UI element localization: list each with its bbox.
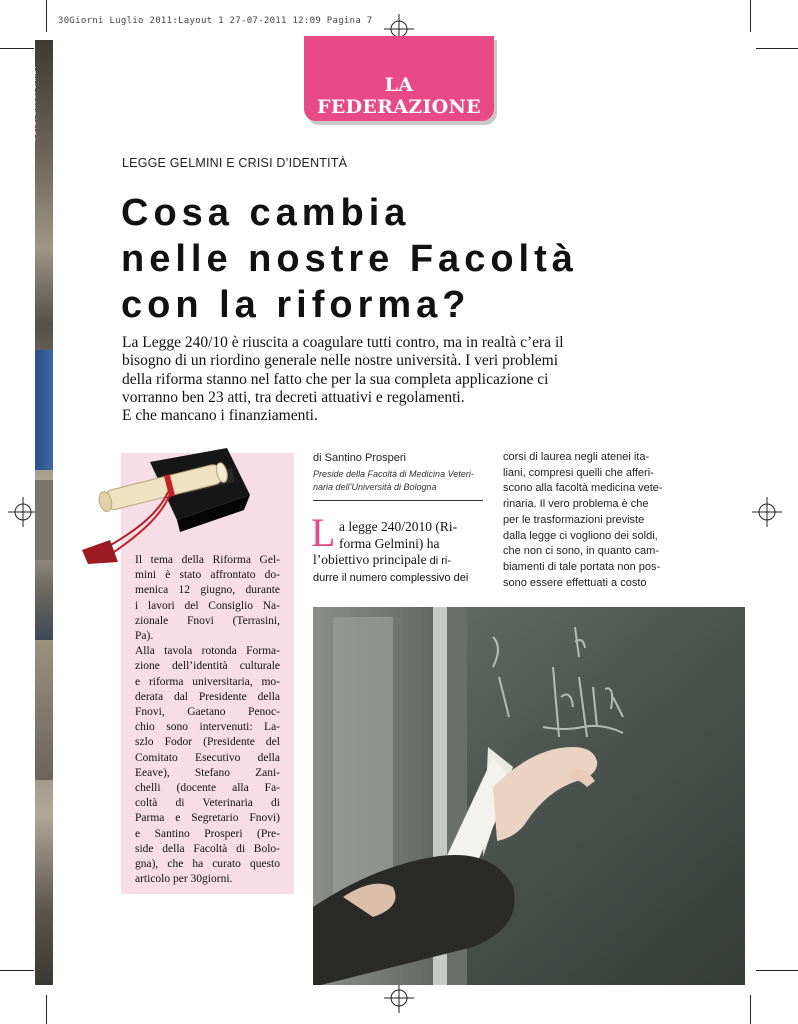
body-line: che non ci sono, in quanto cam-	[503, 545, 659, 558]
sidebar-line: Fnovi, Gaetano Penoc-	[135, 706, 280, 719]
section-banner	[304, 36, 494, 121]
lede-line: La Legge 240/10 è riuscita a coagulare tutti contro, ma in realtà c’era il	[122, 334, 564, 351]
registration-mark-bottom	[384, 983, 414, 1013]
sidebar-line: chelli (docente alla Fa-	[135, 782, 280, 795]
crop-mark-top-left-h	[0, 48, 34, 49]
author-role-line: naria dell’Università di Bologna	[313, 481, 437, 492]
sidebar-line: articolo per 30giorni.	[135, 873, 233, 886]
section-title: LA FEDERAZIONE	[317, 74, 481, 118]
body-line: durre il numero complessivo dei	[313, 571, 469, 584]
sidebar-line: i lavori del Consiglio Na-	[135, 599, 280, 612]
lede-line: bisogno di un riordino generale nelle nostre università. I veri problemi	[122, 352, 559, 370]
body-line-start: l’obiettivo principale	[313, 552, 427, 567]
body-line: liani, compresi quelli che afferi-	[503, 466, 654, 479]
sidebar-line: Alla tavola rotonda Forma-	[135, 645, 280, 658]
body-line: biamenti di tale portata non pos-	[503, 560, 661, 573]
body-line: rinaria. Il vero problema è che	[503, 498, 649, 511]
sidebar-line: mini è stato affrontato do-	[135, 569, 280, 582]
chalkboard-photo	[313, 607, 745, 985]
registration-mark-right	[752, 497, 782, 527]
lede-line: vorranno ben 23 atti, tra decreti attuativi e regolamenti.	[122, 388, 465, 406]
sidebar-line: Comitato Esecutivo della	[135, 751, 280, 764]
sidebar-line: derata dal Presidente della	[135, 690, 280, 703]
crop-mark-top-right-h	[756, 48, 798, 49]
body-line: corsi di laurea negli atenei ita-	[503, 451, 650, 463]
sidebar-line: side della Facoltà di Bolo-	[135, 842, 280, 855]
body-line: sono essere effettuati a costo	[503, 576, 647, 589]
headline-line: con la riforma?	[121, 284, 471, 326]
registration-mark-left	[8, 497, 38, 527]
body-column-2	[503, 450, 678, 591]
sidebar-line: szlo Fodor (Presidente del	[135, 736, 280, 749]
chalkboard-photo-illustration	[313, 607, 745, 985]
byline-rule	[313, 500, 483, 501]
sidebar-line: Eeave), Stefano Zani-	[135, 766, 280, 779]
sidebar-line: menica 12 giugno, durante	[135, 584, 280, 597]
graduation-cap-diploma-icon	[82, 440, 252, 565]
lede-line: della riforma stanno nel fatto che per la sua completa applicazione ci	[122, 370, 549, 388]
crop-mark-bottom-right-h	[756, 970, 798, 971]
drop-cap: L	[311, 510, 336, 555]
lede-paragraph	[122, 334, 662, 425]
headline-line: Cosa cambia	[121, 192, 411, 234]
body-line: forma Gelmini) ha	[339, 535, 440, 551]
crop-mark-bottom-left-v	[46, 995, 47, 1024]
headline	[121, 190, 681, 328]
sidebar-line: Il tema della Riforma Gel-	[135, 554, 280, 566]
sidebar-line: zionale Fnovi (Terrasini,	[135, 614, 280, 627]
body-line: a legge 240/2010 (Ri-	[339, 519, 458, 534]
crop-mark-top-right-v	[750, 0, 751, 32]
byline: di Santino Prosperi	[313, 452, 406, 464]
headline-line: nelle nostre Facoltà	[121, 238, 578, 280]
photo-credit: FOTO: SARAH CAREY	[31, 65, 38, 140]
sidebar-line: e Santino Prosperi (Pre-	[135, 827, 280, 840]
sidebar-line: Parma e Segretario Fnovi)	[135, 812, 280, 825]
body-line	[313, 552, 485, 570]
crop-mark-bottom-left-h	[0, 970, 34, 971]
body-line-end: di ri-	[426, 555, 452, 567]
sidebar-line: gna), che ha curato questo	[135, 858, 280, 871]
body-line: dalla legge ci vogliono dei soldi,	[503, 529, 658, 542]
sidebar-line: Pa).	[135, 630, 154, 643]
crop-mark-top-left-v	[46, 0, 47, 32]
kicker: LEGGE GELMINI E CRISI D’IDENTITÀ	[122, 156, 348, 170]
lede-line: E che mancano i finanziamenti.	[122, 407, 318, 425]
body-line: scono alla facoltà medicina vete-	[503, 482, 663, 495]
print-slug: 30Giorni Luglio 2011:Layout 1 27-07-2011 12:09 Pagina 7	[58, 16, 373, 26]
sidebar-line: e riforma universitaria, mo-	[135, 675, 280, 688]
author-role	[313, 468, 483, 493]
sidebar-text	[135, 553, 280, 887]
sidebar-line: coltà di Veterinaria di	[135, 797, 280, 810]
sidebar-line: chio sono intervenuti: La-	[135, 721, 280, 734]
crop-mark-bottom-right-v	[750, 995, 751, 1024]
sidebar-line: zione dell’identità culturale	[135, 660, 280, 673]
side-photo-strip	[35, 40, 53, 985]
body-column-1	[313, 519, 485, 586]
author-role-line: Preside della Facoltà di Medicina Veteri-	[313, 469, 474, 479]
body-line: per le trasformazioni previste	[503, 513, 645, 526]
